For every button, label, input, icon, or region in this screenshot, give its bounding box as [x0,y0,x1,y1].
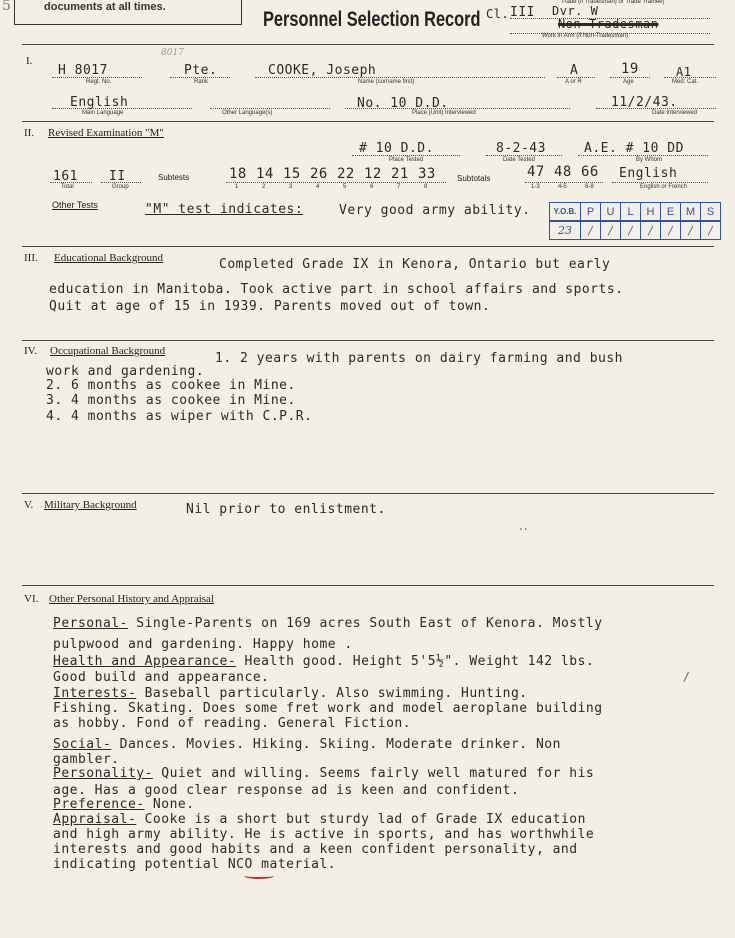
place-interviewed: No. 10 D.D. [357,96,449,111]
military-background-text: Nil prior to enlistment. [186,502,386,517]
appraisal-text: Quiet and willing. Seems fairly well matured for his [152,766,595,781]
appraisal-key: Personality- [53,766,153,781]
date-interviewed-label: Date Interviewed [652,110,698,116]
place-tested-label: Place Tested [389,157,424,163]
subtest-score: 15 [283,166,301,182]
trade-value: Dvr. W [552,4,599,18]
date-tested-label: Date Tested [503,157,535,163]
place-interviewed-label: Place (Unit) Interviewed [412,110,476,116]
age: 19 [621,61,639,77]
section-3-heading: Educational Background [54,252,164,264]
pulhems-header-cell: H [640,202,661,221]
occupation-line-2: work and gardening. [46,364,205,379]
appraisal-entry-line [53,737,561,752]
section-6-roman: VI. [24,593,39,605]
subtest-score: 21 [391,166,409,182]
appraisal-entry-line [53,812,586,827]
med-cat: A1 [676,65,692,79]
subtest-number: 4 [316,184,320,190]
appraisal-text: None. [144,797,195,812]
pulhems-header-cell: P [580,202,601,221]
rank: Pte. [184,63,218,78]
education-line-3: Quit at age of 15 in 1939. Parents moved out of town. [49,299,491,314]
subtest-score: 18 [229,166,247,182]
pulhems-value-cell: / [640,221,661,240]
section-5-heading: Military Background [44,499,137,511]
a-or-r: A [570,63,579,78]
subtotals-label: Subtotals [457,174,491,183]
appraisal-continuation-line: Fishing. Skating. Does some fret work and model aeroplane building [53,701,603,716]
pulhems-header-cell: S [700,202,721,221]
regt-no-handwritten: 8017 [161,48,184,58]
appraisal-continuation-line: indicating potential NCO material. [53,857,337,872]
section-5-roman: V. [24,499,34,511]
subtest-number: 6 [370,184,374,190]
pulhems-header-cell: Y.O.B. [549,202,581,221]
by-whom-label: By Whom [636,157,663,163]
date-interviewed: 11/2/43. [611,95,678,110]
pulhems-header-cell: E [660,202,681,221]
appraisal-continuation-line: pulpwood and gardening. Happy home . [53,637,353,652]
subtest-number: 7 [397,184,401,190]
appraisal-continuation-line: Good build and appearance. [53,670,270,685]
work-label: Work in Arm (if Non-Tradesman) [542,33,629,39]
occupation-line-1: 1. 2 years with parents on dairy farming and bush [215,351,624,366]
other-tests-comment: Very good army ability. [339,203,531,218]
appraisal-text: Cooke is a short but sturdy lad of Grade IX education [136,812,586,827]
appraisal-entry-line [53,616,603,631]
section-1-roman: I. [26,55,33,67]
total-score: 161 [53,169,78,184]
date-tested: 8-2-43 [496,141,546,156]
appraisal-entry-line [53,686,528,701]
name-label: Name (surname first) [358,79,415,85]
appraisal-key: Interests- [53,686,137,701]
subtest-score: 26 [310,166,328,182]
total-label: Total [61,184,74,190]
pulhems-value-cell: / [700,221,721,240]
appraisal-continuation-line: and high army ability. He is active in sports, and has worthwhile [53,827,595,842]
appraisal-entry-line [53,797,195,812]
appraisal-text: Dances. Movies. Hiking. Skiing. Moderate drinker. Non [111,737,561,752]
cl-label: Cl. [486,7,510,21]
section-4-heading: Occupational Background [50,345,166,357]
other-languages-label: Other Language(s) [222,110,273,116]
rank-label: Rank [194,79,209,85]
cl-value: III [510,5,535,20]
pulhems-value-cell: / [580,221,601,240]
pulhems-grid [549,202,733,242]
appraisal-key: Social- [53,737,112,752]
main-language: English [70,95,129,110]
struck-text: Non-Tradesman [558,17,659,31]
other-tests-text: "M" test indicates: [145,202,304,217]
appraisal-text: Baseball particularly. Also swimming. Hunting. [136,686,528,701]
appraisal-continuation-line: age. Has a good clear response ad is keen and confident. [53,783,520,798]
age-label: Age [623,79,634,85]
page-mark: 5 [2,0,11,14]
pulhems-header-cell: L [620,202,641,221]
other-tests-label: Other Tests [52,200,98,210]
a-or-r-label: A or R [565,79,582,85]
subtest-number: 8 [424,184,428,190]
main-language-label: Main Language [82,110,124,116]
appraisal-entry-line [53,766,594,781]
subtest-number: 1 [235,184,239,190]
section-2-heading: Revised Examination "M" [48,127,164,139]
margin-mark: / [684,669,688,685]
appraisal-key: Appraisal- [53,812,137,827]
subtotal-label: 6-8 [585,184,594,190]
subtest-score: 12 [364,166,382,182]
occupation-line-3: 2. 6 months as cookee in Mine. [46,378,296,393]
pulhems-header-cell: U [600,202,621,221]
form-title: Personnel Selection Record [263,8,481,31]
subtotal-label: 1-3 [531,184,540,190]
subtest-score: 14 [256,166,274,182]
pulhems-header-cell: M [680,202,701,221]
subtotal-label: 4-5 [558,184,567,190]
test-language: English [619,166,678,181]
appraisal-continuation-line: interests and good habits and a keen confident personality, and [53,842,578,857]
appraisal-text: Single-Parents on 169 acres South East of Kenora. Mostly [127,616,603,631]
header-notice: documents at all times. [44,1,166,13]
pulhems-value-cell: / [660,221,681,240]
subtotal-score: 66 [581,164,599,180]
appraisal-key: Health and Appearance- [53,654,237,669]
subtests-label: Subtests [158,173,190,182]
group-label: Group [112,184,129,190]
subtest-number: 3 [289,184,293,190]
regt-no: H 8017 [58,63,108,78]
stray-mark: ' ' [520,527,527,538]
section-4-roman: IV. [24,345,37,357]
subtest-number: 2 [262,184,266,190]
section-3-roman: III. [24,252,38,264]
appraisal-continuation-line: as hobby. Fond of reading. General Fiction. [53,716,412,731]
pulhems-value-cell: / [620,221,641,240]
section-6-heading: Other Personal History and Appraisal [49,593,214,605]
subtest-number: 5 [343,184,347,190]
education-line-1: Completed Grade IX in Kenora, Ontario but early [219,257,611,272]
appraisal-continuation-line: gambler. [53,752,120,767]
education-line-2: education in Manitoba. Took active part in school affairs and sports. [49,282,624,297]
occupation-line-4: 3. 4 months as cookee in Mine. [46,393,296,408]
english-french-label: English or French [640,184,688,190]
regt-no-label: Regt. No. [86,79,112,85]
nco-underline [244,873,274,879]
pulhems-value-cell: / [600,221,621,240]
group: II [109,169,126,184]
med-cat-label: Med. Cat. [672,79,699,85]
appraisal-text: Health good. Height 5'5½". Weight 142 lbs. [236,654,595,669]
subtest-score: 33 [418,166,436,182]
subtotal-score: 48 [554,164,572,180]
subtest-score: 22 [337,166,355,182]
appraisal-key: Preference- [53,797,145,812]
subtotal-score: 47 [527,164,545,180]
occupation-line-5: 4. 4 months as wiper with C.P.R. [46,409,313,424]
appraisal-key: Personal- [53,616,128,631]
name: COOKE, Joseph [268,63,377,78]
pulhems-value-cell: / [680,221,701,240]
place-tested: # 10 D.D. [359,141,434,156]
pulhems-value-cell: 23 [549,221,581,240]
section-2-roman: II. [24,127,35,139]
trade-label: Trade (if Tradesman) or Trade Trainee) [561,0,665,5]
appraisal-entry-line [53,654,594,669]
by-whom: A.E. # 10 DD [584,141,684,156]
